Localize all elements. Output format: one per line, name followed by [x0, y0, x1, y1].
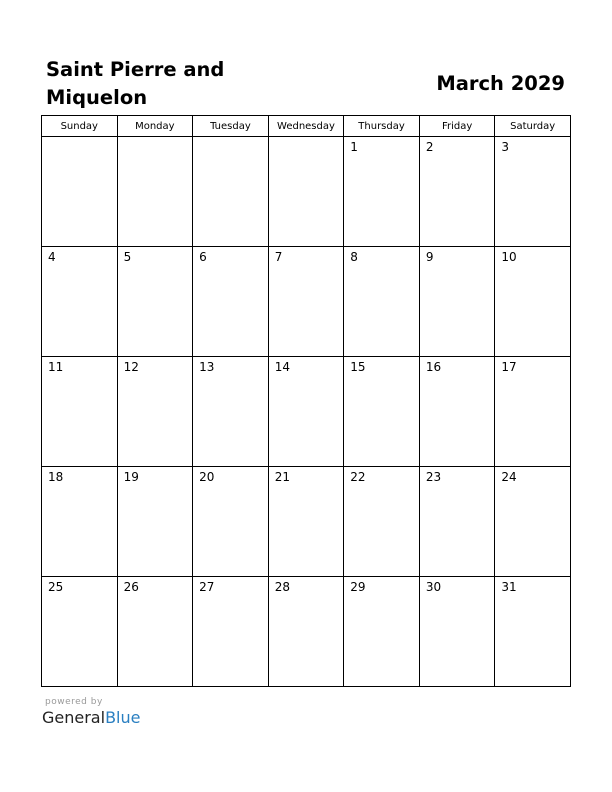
day-cell	[495, 137, 571, 247]
day-cell	[193, 357, 269, 467]
weekday-thursday: Thursday	[344, 116, 420, 137]
day-number: 7	[274, 250, 283, 264]
week-row	[42, 577, 571, 687]
brand-name-blue: Blue	[105, 708, 141, 727]
week-row	[42, 247, 571, 357]
day-number: 26	[123, 580, 139, 594]
day-cell	[344, 577, 420, 687]
day-cell	[419, 577, 495, 687]
day-number	[42, 137, 117, 140]
day-cell	[419, 137, 495, 247]
weekday-tuesday: Tuesday	[193, 116, 269, 137]
day-cell	[117, 247, 193, 357]
day-number: 5	[123, 250, 132, 264]
day-number: 25	[48, 580, 64, 594]
day-cell	[117, 577, 193, 687]
day-number: 27	[199, 580, 215, 594]
weekday-wednesday: Wednesday	[268, 116, 344, 137]
day-number: 28	[274, 580, 290, 594]
weekday-header-row	[42, 116, 571, 137]
day-cell	[193, 577, 269, 687]
week-row	[42, 467, 571, 577]
month-title: March 2029	[436, 72, 565, 95]
day-number: 11	[48, 360, 64, 374]
day-number: 3	[501, 140, 510, 154]
day-number: 19	[123, 470, 139, 484]
day-number: 4	[48, 250, 56, 264]
day-cell	[42, 577, 118, 687]
day-cell	[344, 357, 420, 467]
week-row	[42, 137, 571, 247]
weekday-friday: Friday	[419, 116, 495, 137]
day-cell	[419, 247, 495, 357]
brand-logo[interactable]	[42, 708, 140, 727]
weekday-sunday: Sunday	[42, 116, 118, 137]
day-cell	[42, 247, 118, 357]
day-number: 18	[48, 470, 64, 484]
day-number: 23	[425, 470, 442, 484]
day-number: 22	[350, 470, 366, 484]
day-number: 21	[274, 470, 290, 484]
day-cell	[42, 467, 118, 577]
day-number: 20	[199, 470, 215, 484]
day-number	[118, 137, 193, 140]
day-cell	[268, 357, 344, 467]
day-number: 15	[350, 360, 366, 374]
day-cell	[268, 467, 344, 577]
weekday-saturday: Saturday	[495, 116, 571, 137]
day-number: 2	[425, 140, 434, 154]
day-cell	[193, 467, 269, 577]
brand-name-general: General	[42, 708, 106, 727]
day-number: 29	[350, 580, 366, 594]
day-number	[193, 137, 268, 140]
day-number: 1	[350, 140, 358, 154]
day-number: 16	[425, 360, 442, 374]
region-title: Saint Pierre and Miquelon	[46, 58, 225, 109]
day-number: 31	[501, 580, 517, 594]
week-row	[42, 357, 571, 467]
day-cell	[193, 247, 269, 357]
day-cell	[42, 357, 118, 467]
calendar-grid	[41, 115, 571, 687]
day-number: 30	[425, 580, 442, 594]
day-cell	[42, 137, 118, 247]
day-cell	[117, 357, 193, 467]
day-number: 8	[350, 250, 358, 264]
day-number: 6	[199, 250, 207, 264]
weekday-monday: Monday	[117, 116, 193, 137]
day-cell	[344, 467, 420, 577]
day-number	[269, 137, 344, 140]
day-number: 12	[123, 360, 139, 374]
day-cell	[495, 467, 571, 577]
day-number: 24	[501, 470, 517, 484]
day-cell	[117, 467, 193, 577]
day-number: 14	[274, 360, 290, 374]
day-cell	[495, 577, 571, 687]
day-cell	[268, 247, 344, 357]
day-cell	[268, 577, 344, 687]
day-cell	[495, 247, 571, 357]
day-number: 10	[501, 250, 517, 264]
day-number: 9	[425, 250, 434, 264]
day-cell	[495, 357, 571, 467]
day-cell	[344, 137, 420, 247]
powered-by-label: powered by	[45, 697, 103, 707]
day-number: 13	[199, 360, 215, 374]
day-cell	[193, 137, 269, 247]
day-number: 17	[501, 360, 517, 374]
day-cell	[419, 467, 495, 577]
day-cell	[117, 137, 193, 247]
day-cell	[344, 247, 420, 357]
day-cell	[419, 357, 495, 467]
day-cell	[268, 137, 344, 247]
